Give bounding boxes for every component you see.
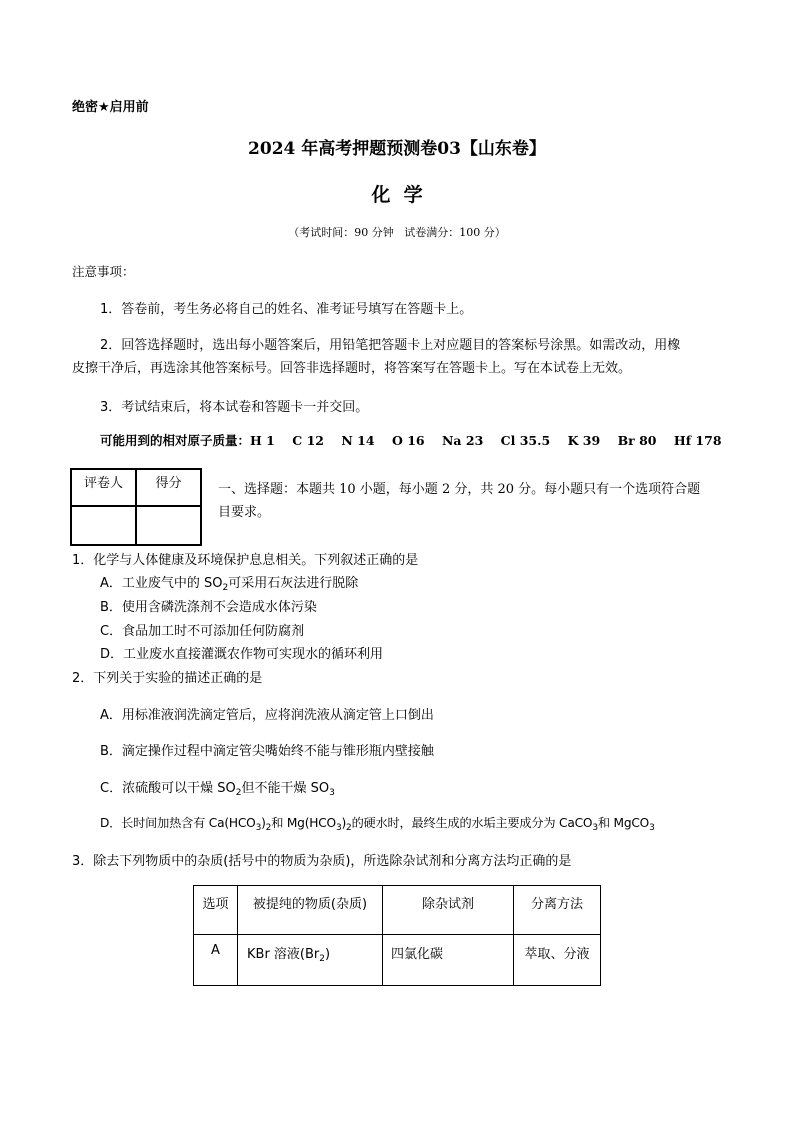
q1-option-a: A．工业废气中的 $SO_2$可采用石灰法进行脱除 (100, 576, 359, 593)
q1-option-b: B．使用含磷洗涤剂不会造成水体污染 (100, 600, 317, 615)
q2-option-d: D．长时间加热含有 $Ca(HCO_3)_2$和 $Mg(HCO_3)_2$的硬水时，最终生成的水垢主要成分为 CaCO$_3$和 MgCO$_3$ (100, 816, 655, 833)
q1-option-c: C．食品加工时不可添加任何防腐剂 (100, 624, 305, 639)
table-cell-method: 萃取、分液 (524, 947, 590, 962)
table-header-method: 分离方法 (530, 897, 583, 912)
notes-heading: 注意事项： (72, 264, 135, 279)
q1-option-d: D．工业废水直接灌溉农作物可实现水的循环利用 (100, 647, 384, 662)
section-1-line-1: 一、选择题：本题共 10 小题，每小题 2 分，共 20 分。每小题只有一个选项符合题 (218, 482, 701, 497)
table-cell-reagent: 四氯化碳 (391, 947, 444, 962)
table-header-reagent: 除杂试剂 (421, 897, 474, 912)
score-label: 得分 (155, 476, 182, 491)
section-1-line-2: 目要求。 (218, 505, 271, 520)
score-cell[interactable] (138, 508, 199, 543)
note-item-2-line-1: 2．回答选择题时，选出每小题答案后，用铅笔把答题卡上对应题目的答案标号涂黑。如需改动，用橡 (100, 338, 681, 353)
note-item-2-line-2: 皮擦干净后，再选涂其他答案标号。回答非选择题时，将答案写在答题卡上。写在本试卷上无效。 (72, 361, 632, 376)
table-cell-substance: KBr 溶液$(Br_2)$ (247, 947, 331, 964)
subject-title: 化 学 (371, 184, 423, 206)
reviewer-cell[interactable] (73, 508, 134, 543)
q2-option-b: B．滴定操作过程中滴定管尖嘴始终不能与锥形瓶内壁接触 (100, 744, 434, 759)
exam-title: 2024 年高考押题预测卷03【山东卷】 (248, 139, 546, 159)
reviewer-label: 评卷人 (83, 476, 123, 491)
q3-stem: 3．除去下列物质中的杂质(括号中的物质为杂质)，所选除杂试剂和分离方法均正确的是 (72, 854, 572, 869)
secret-label: 绝密★启用前 (72, 100, 149, 115)
table-header-substance: 被提纯的物质(杂质) (252, 897, 368, 912)
q2-stem: 2．下列关于实验的描述正确的是 (72, 671, 263, 686)
atomic-masses: 可能用到的相对原子质量：H 1 C 12 N 14 O 16 Na 23 Cl 35.5 K 39 Br 80 Hf 178 (100, 433, 722, 448)
q1-stem: 1．化学与人体健康及环境保护息息相关。下列叙述正确的是 (72, 553, 419, 568)
table-header-option: 选项 (202, 897, 229, 912)
table-cell-option: A (211, 943, 220, 958)
q2-option-a: A．用标准液润洗滴定管后，应将润洗液从滴定管上口倒出 (100, 708, 434, 723)
note-item-1: 1．答卷前，考生务必将自己的姓名、准考证号填写在答题卡上。 (100, 302, 473, 317)
q2-option-c: C．浓硫酸可以干燥 $SO_2$但不能干燥 $SO_3$ (100, 781, 335, 798)
exam-info: （考试时间：90 分钟 试卷满分：100 分） (288, 226, 506, 239)
note-item-3: 3．考试结束后，将本试卷和答题卡一并交回。 (100, 400, 369, 415)
